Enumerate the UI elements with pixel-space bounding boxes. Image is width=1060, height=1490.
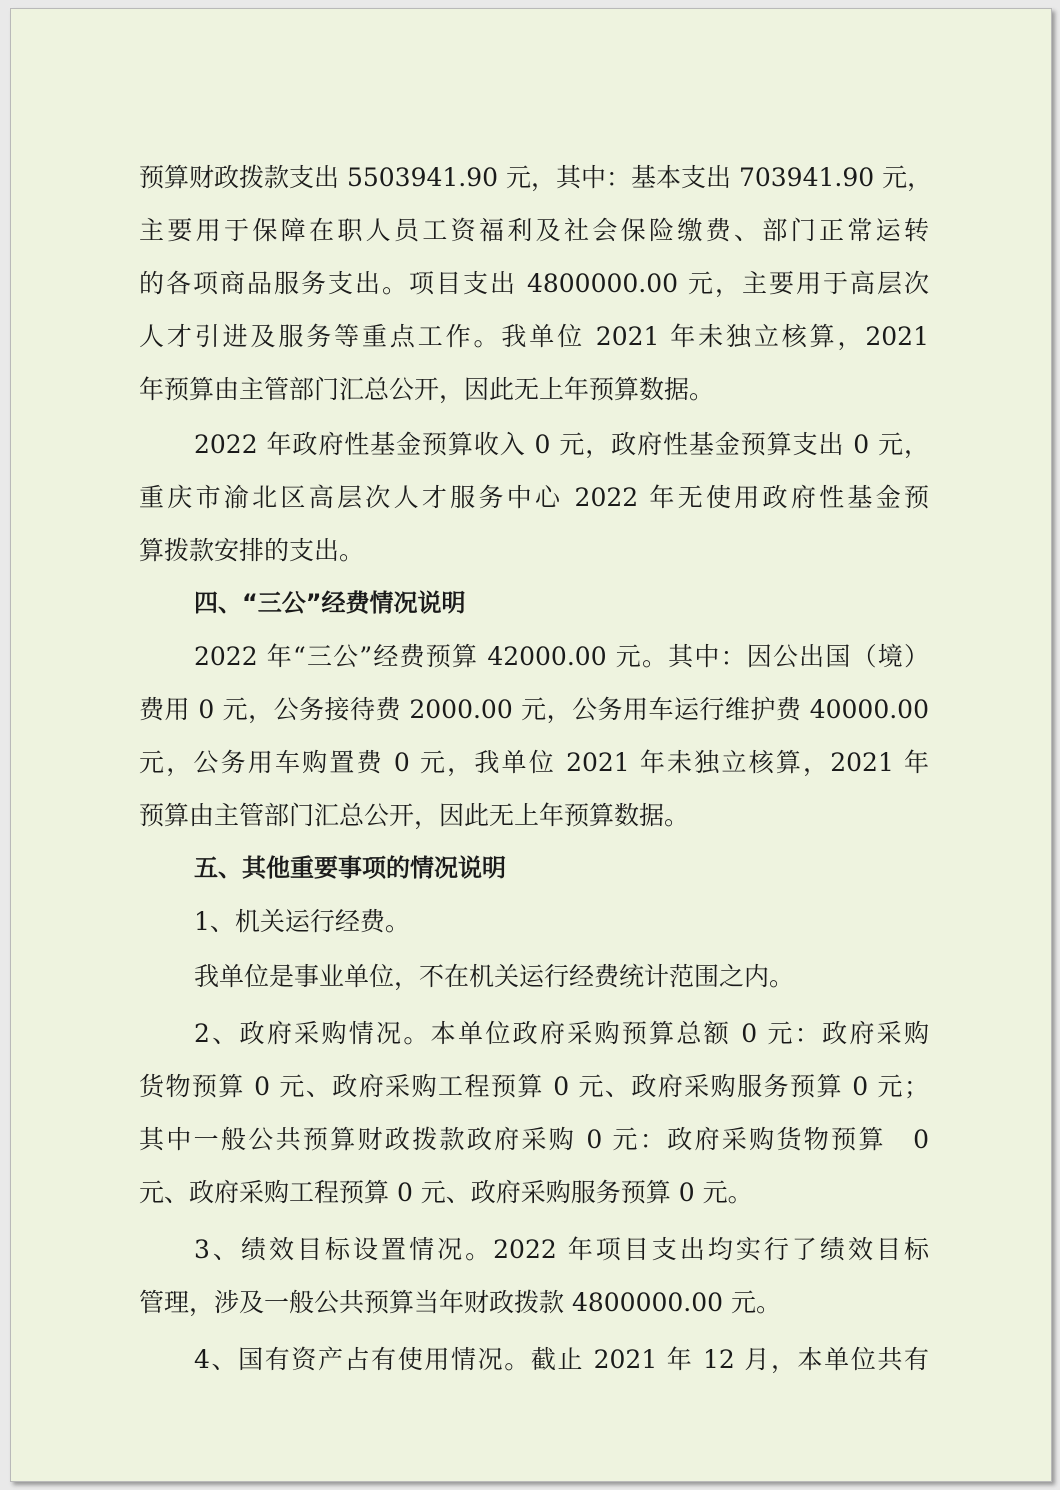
body-line-5: 年预算由主管部门汇总公开，因此无上年预算数据。 [139,375,715,404]
body-line-6: 2022 年政府性基金预算收入 0 元，政府性基金预算支出 0 元， [194,430,929,459]
item-heading-2: 2、政府采购情况。本单位政府采购预算总额 0 元：政府采购 [194,1019,929,1048]
document-body [139,151,933,1386]
body-line-13: 预算由主管部门汇总公开，因此无上年预算数据。 [139,801,690,830]
body-line-12: 元，公务用车购置费 0 元，我单位 2021 年未独立核算，2021 年 [139,748,929,777]
body-line-2: 主要用于保障在职人员工资福利及社会保险缴费、部门正常运转 [139,216,929,245]
section-heading-four: 四、“三公”经费情况说明 [194,589,466,617]
body-line-4: 人才引进及服务等重点工作。我单位 2021 年未独立核算，2021 [139,322,929,351]
body-line-3: 的各项商品服务支出。项目支出 4800000.00 元，主要用于高层次 [139,269,929,298]
section-heading-five: 五、其他重要事项的情况说明 [194,854,506,882]
body-line-7: 重庆市渝北区高层次人才服务中心 2022 年无使用政府性基金预 [139,483,929,512]
body-line-19: 其中一般公共预算财政拨款政府采购 0 元：政府采购货物预算 0 [139,1125,929,1154]
item-heading-3: 3、绩效目标设置情况。2022 年项目支出均实行了绩效目标 [194,1235,929,1264]
body-line-20: 元、政府采购工程预算 0 元、政府采购服务预算 0 元。 [139,1178,753,1207]
item-heading-1: 1、机关运行经费。 [194,907,410,936]
body-line-11: 费用 0 元，公务接待费 2000.00 元，公务用车运行维护费 40000.00 [139,695,929,724]
body-line-16: 我单位是事业单位，不在机关运行经费统计范围之内。 [194,962,795,991]
body-line-8: 算拨款安排的支出。 [139,536,365,565]
body-line-1: 预算财政拨款支出 5503941.90 元，其中：基本支出 703941.90 元， [139,163,933,192]
body-line-18: 货物预算 0 元、政府采购工程预算 0 元、政府采购服务预算 0 元； [139,1072,929,1101]
body-line-22: 管理，涉及一般公共预算当年财政拨款 4800000.00 元。 [139,1288,781,1317]
document-page [10,8,1052,1482]
body-line-10: 2022 年“三公”经费预算 42000.00 元。其中：因公出国（境） [194,642,929,671]
item-heading-4: 4、国有资产占有使用情况。截止 2021 年 12 月，本单位共有 [194,1345,929,1374]
